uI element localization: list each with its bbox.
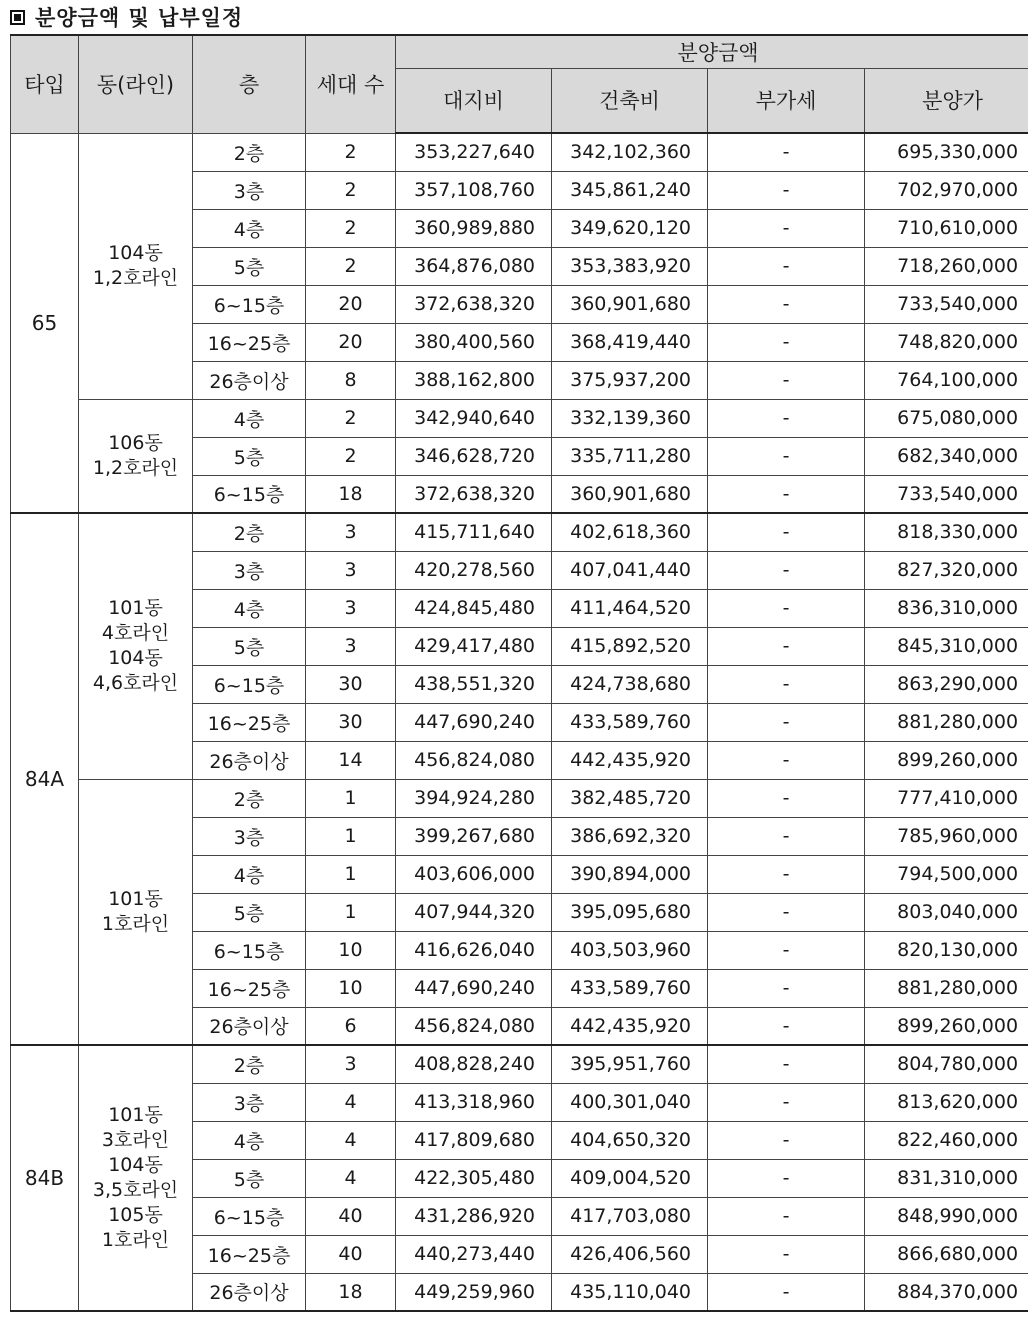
building-cost-cell: 400,301,040 — [552, 1083, 708, 1121]
sale-price-cell: 702,970,000 — [865, 171, 1028, 209]
land-price-cell: 372,638,320 — [396, 285, 552, 323]
land-price-cell: 380,400,560 — [396, 323, 552, 361]
land-price-cell: 408,828,240 — [396, 1045, 552, 1083]
sale-price-cell: 748,820,000 — [865, 323, 1028, 361]
land-price-cell: 394,924,280 — [396, 779, 552, 817]
land-price-cell: 438,551,320 — [396, 665, 552, 703]
sale-price-cell: 682,340,000 — [865, 437, 1028, 475]
units-cell: 3 — [306, 589, 396, 627]
land-price-cell: 456,824,080 — [396, 1007, 552, 1045]
sale-price-cell: 831,310,000 — [865, 1159, 1028, 1197]
vat-cell: - — [708, 1083, 865, 1121]
header-land: 대지비 — [396, 68, 552, 133]
floor-cell: 5층 — [193, 893, 306, 931]
units-cell: 2 — [306, 133, 396, 171]
vat-cell: - — [708, 1121, 865, 1159]
price-table-body — [11, 133, 1028, 1311]
units-cell: 18 — [306, 475, 396, 513]
floor-cell: 6~15층 — [193, 475, 306, 513]
vat-cell: - — [708, 969, 865, 1007]
land-price-cell: 415,711,640 — [396, 513, 552, 551]
units-cell: 1 — [306, 779, 396, 817]
table-row — [11, 133, 1028, 171]
header-building-cost: 건축비 — [552, 68, 708, 133]
land-price-cell: 403,606,000 — [396, 855, 552, 893]
land-price-cell: 420,278,560 — [396, 551, 552, 589]
floor-cell: 6~15층 — [193, 665, 306, 703]
floor-cell: 6~15층 — [193, 931, 306, 969]
land-price-cell: 429,417,480 — [396, 627, 552, 665]
vat-cell: - — [708, 627, 865, 665]
vat-cell: - — [708, 931, 865, 969]
vat-cell: - — [708, 779, 865, 817]
building-cost-cell: 442,435,920 — [552, 741, 708, 779]
units-cell: 6 — [306, 1007, 396, 1045]
building-cost-cell: 353,383,920 — [552, 247, 708, 285]
vat-cell: - — [708, 1159, 865, 1197]
floor-cell: 5층 — [193, 1159, 306, 1197]
building-cost-cell: 390,894,000 — [552, 855, 708, 893]
land-price-cell: 364,876,080 — [396, 247, 552, 285]
land-price-cell: 424,845,480 — [396, 589, 552, 627]
units-cell: 2 — [306, 171, 396, 209]
sale-price-cell: 884,370,000 — [865, 1273, 1028, 1311]
square-bullet-icon — [10, 10, 25, 25]
land-price-cell: 342,940,640 — [396, 399, 552, 437]
units-cell: 1 — [306, 893, 396, 931]
header-units: 세대 수 — [306, 35, 396, 133]
building-cost-cell: 342,102,360 — [552, 133, 708, 171]
units-cell: 20 — [306, 323, 396, 361]
building-cost-cell: 335,711,280 — [552, 437, 708, 475]
sale-price-cell: 818,330,000 — [865, 513, 1028, 551]
building-line-cell: 106동 1,2호라인 — [79, 399, 193, 513]
land-price-cell: 449,259,960 — [396, 1273, 552, 1311]
vat-cell: - — [708, 1235, 865, 1273]
building-cost-cell: 407,041,440 — [552, 551, 708, 589]
sale-price-cell: 777,410,000 — [865, 779, 1028, 817]
price-table-header — [11, 35, 1028, 133]
units-cell: 20 — [306, 285, 396, 323]
building-line-cell: 101동 4호라인 104동 4,6호라인 — [79, 513, 193, 779]
vat-cell: - — [708, 1273, 865, 1311]
building-cost-cell: 332,139,360 — [552, 399, 708, 437]
floor-cell: 2층 — [193, 779, 306, 817]
land-price-cell: 372,638,320 — [396, 475, 552, 513]
sale-price-cell: 803,040,000 — [865, 893, 1028, 931]
building-cost-cell: 360,901,680 — [552, 285, 708, 323]
land-price-cell: 416,626,040 — [396, 931, 552, 969]
sale-price-cell: 733,540,000 — [865, 475, 1028, 513]
header-floor: 층 — [193, 35, 306, 133]
floor-cell: 5층 — [193, 247, 306, 285]
floor-cell: 16~25층 — [193, 323, 306, 361]
land-price-cell: 346,628,720 — [396, 437, 552, 475]
units-cell: 4 — [306, 1159, 396, 1197]
vat-cell: - — [708, 361, 865, 399]
land-price-cell: 447,690,240 — [396, 703, 552, 741]
floor-cell: 6~15층 — [193, 1197, 306, 1235]
land-price-cell: 407,944,320 — [396, 893, 552, 931]
building-cost-cell: 433,589,760 — [552, 703, 708, 741]
building-cost-cell: 426,406,560 — [552, 1235, 708, 1273]
sale-price-cell: 827,320,000 — [865, 551, 1028, 589]
sale-price-cell: 733,540,000 — [865, 285, 1028, 323]
floor-cell: 3층 — [193, 1083, 306, 1121]
sale-price-cell: 866,680,000 — [865, 1235, 1028, 1273]
building-cost-cell: 402,618,360 — [552, 513, 708, 551]
building-cost-cell: 403,503,960 — [552, 931, 708, 969]
sale-price-cell: 848,990,000 — [865, 1197, 1028, 1235]
units-cell: 30 — [306, 703, 396, 741]
floor-cell: 3층 — [193, 551, 306, 589]
land-price-cell: 440,273,440 — [396, 1235, 552, 1273]
units-cell: 18 — [306, 1273, 396, 1311]
units-cell: 4 — [306, 1083, 396, 1121]
floor-cell: 26층이상 — [193, 1273, 306, 1311]
vat-cell: - — [708, 893, 865, 931]
land-price-cell: 357,108,760 — [396, 171, 552, 209]
floor-cell: 2층 — [193, 1045, 306, 1083]
building-cost-cell: 417,703,080 — [552, 1197, 708, 1235]
building-cost-cell: 395,095,680 — [552, 893, 708, 931]
floor-cell: 2층 — [193, 513, 306, 551]
vat-cell: - — [708, 1007, 865, 1045]
sale-price-cell: 881,280,000 — [865, 703, 1028, 741]
vat-cell: - — [708, 437, 865, 475]
floor-cell: 5층 — [193, 627, 306, 665]
building-cost-cell: 409,004,520 — [552, 1159, 708, 1197]
building-cost-cell: 424,738,680 — [552, 665, 708, 703]
vat-cell: - — [708, 1197, 865, 1235]
building-cost-cell: 433,589,760 — [552, 969, 708, 1007]
units-cell: 14 — [306, 741, 396, 779]
sale-price-cell: 881,280,000 — [865, 969, 1028, 1007]
units-cell: 10 — [306, 931, 396, 969]
sale-price-cell: 804,780,000 — [865, 1045, 1028, 1083]
header-price-group: 분양금액 — [396, 35, 1028, 68]
section-title — [10, 2, 243, 32]
building-cost-cell: 375,937,200 — [552, 361, 708, 399]
floor-cell: 16~25층 — [193, 703, 306, 741]
units-cell: 40 — [306, 1197, 396, 1235]
land-price-cell: 456,824,080 — [396, 741, 552, 779]
floor-cell: 26층이상 — [193, 741, 306, 779]
building-cost-cell: 415,892,520 — [552, 627, 708, 665]
land-price-cell: 353,227,640 — [396, 133, 552, 171]
table-row — [11, 779, 1028, 817]
floor-cell: 4층 — [193, 399, 306, 437]
building-cost-cell: 368,419,440 — [552, 323, 708, 361]
vat-cell: - — [708, 741, 865, 779]
type-cell: 65 — [11, 133, 79, 513]
table-row — [11, 1045, 1028, 1083]
sale-price-cell: 899,260,000 — [865, 1007, 1028, 1045]
sale-price-cell: 845,310,000 — [865, 627, 1028, 665]
units-cell: 10 — [306, 969, 396, 1007]
floor-cell: 16~25층 — [193, 1235, 306, 1273]
floor-cell: 4층 — [193, 589, 306, 627]
land-price-cell: 388,162,800 — [396, 361, 552, 399]
vat-cell: - — [708, 703, 865, 741]
sale-price-cell: 813,620,000 — [865, 1083, 1028, 1121]
building-cost-cell: 411,464,520 — [552, 589, 708, 627]
vat-cell: - — [708, 855, 865, 893]
land-price-cell: 417,809,680 — [396, 1121, 552, 1159]
land-price-cell: 447,690,240 — [396, 969, 552, 1007]
floor-cell: 4층 — [193, 209, 306, 247]
floor-cell: 3층 — [193, 817, 306, 855]
sale-price-cell: 710,610,000 — [865, 209, 1028, 247]
units-cell: 40 — [306, 1235, 396, 1273]
sale-price-cell: 675,080,000 — [865, 399, 1028, 437]
building-cost-cell: 345,861,240 — [552, 171, 708, 209]
land-price-cell: 360,989,880 — [396, 209, 552, 247]
sale-price-cell: 863,290,000 — [865, 665, 1028, 703]
type-cell: 84B — [11, 1045, 79, 1311]
building-cost-cell: 386,692,320 — [552, 817, 708, 855]
units-cell: 1 — [306, 817, 396, 855]
floor-cell: 6~15층 — [193, 285, 306, 323]
building-cost-cell: 395,951,760 — [552, 1045, 708, 1083]
vat-cell: - — [708, 817, 865, 855]
sale-price-cell: 836,310,000 — [865, 589, 1028, 627]
header-type: 타입 — [11, 35, 79, 133]
units-cell: 30 — [306, 665, 396, 703]
header-total: 분양가 — [865, 68, 1028, 133]
vat-cell: - — [708, 475, 865, 513]
units-cell: 1 — [306, 855, 396, 893]
section-title-text: 분양금액 및 납부일정 — [35, 6, 244, 30]
building-cost-cell: 360,901,680 — [552, 475, 708, 513]
type-cell: 84A — [11, 513, 79, 1045]
sale-price-cell: 785,960,000 — [865, 817, 1028, 855]
floor-cell: 26층이상 — [193, 361, 306, 399]
vat-cell: - — [708, 247, 865, 285]
vat-cell: - — [708, 285, 865, 323]
sale-price-cell: 695,330,000 — [865, 133, 1028, 171]
vat-cell: - — [708, 171, 865, 209]
price-table — [10, 34, 1028, 1312]
land-price-cell: 413,318,960 — [396, 1083, 552, 1121]
vat-cell: - — [708, 133, 865, 171]
sale-price-cell: 899,260,000 — [865, 741, 1028, 779]
vat-cell: - — [708, 589, 865, 627]
vat-cell: - — [708, 209, 865, 247]
floor-cell: 4층 — [193, 855, 306, 893]
building-line-cell: 101동 3호라인 104동 3,5호라인 105동 1호라인 — [79, 1045, 193, 1311]
vat-cell: - — [708, 513, 865, 551]
floor-cell: 16~25층 — [193, 969, 306, 1007]
vat-cell: - — [708, 551, 865, 589]
building-cost-cell: 404,650,320 — [552, 1121, 708, 1159]
vat-cell: - — [708, 323, 865, 361]
building-cost-cell: 382,485,720 — [552, 779, 708, 817]
units-cell: 3 — [306, 627, 396, 665]
building-line-cell: 101동 1호라인 — [79, 779, 193, 1045]
floor-cell: 5층 — [193, 437, 306, 475]
sale-price-cell: 764,100,000 — [865, 361, 1028, 399]
units-cell: 2 — [306, 437, 396, 475]
vat-cell: - — [708, 1045, 865, 1083]
floor-cell: 3층 — [193, 171, 306, 209]
floor-cell: 4층 — [193, 1121, 306, 1159]
table-row — [11, 399, 1028, 437]
header-building: 동(라인) — [79, 35, 193, 133]
units-cell: 2 — [306, 209, 396, 247]
floor-cell: 2층 — [193, 133, 306, 171]
floor-cell: 26층이상 — [193, 1007, 306, 1045]
header-vat: 부가세 — [708, 68, 865, 133]
units-cell: 3 — [306, 1045, 396, 1083]
units-cell: 8 — [306, 361, 396, 399]
sale-price-cell: 822,460,000 — [865, 1121, 1028, 1159]
building-cost-cell: 349,620,120 — [552, 209, 708, 247]
sale-price-cell: 718,260,000 — [865, 247, 1028, 285]
table-row — [11, 513, 1028, 551]
sale-price-cell: 820,130,000 — [865, 931, 1028, 969]
units-cell: 3 — [306, 551, 396, 589]
units-cell: 2 — [306, 399, 396, 437]
units-cell: 3 — [306, 513, 396, 551]
sale-price-cell: 794,500,000 — [865, 855, 1028, 893]
vat-cell: - — [708, 399, 865, 437]
units-cell: 4 — [306, 1121, 396, 1159]
units-cell: 2 — [306, 247, 396, 285]
land-price-cell: 431,286,920 — [396, 1197, 552, 1235]
vat-cell: - — [708, 665, 865, 703]
building-cost-cell: 435,110,040 — [552, 1273, 708, 1311]
land-price-cell: 422,305,480 — [396, 1159, 552, 1197]
land-price-cell: 399,267,680 — [396, 817, 552, 855]
building-cost-cell: 442,435,920 — [552, 1007, 708, 1045]
building-line-cell: 104동 1,2호라인 — [79, 133, 193, 399]
